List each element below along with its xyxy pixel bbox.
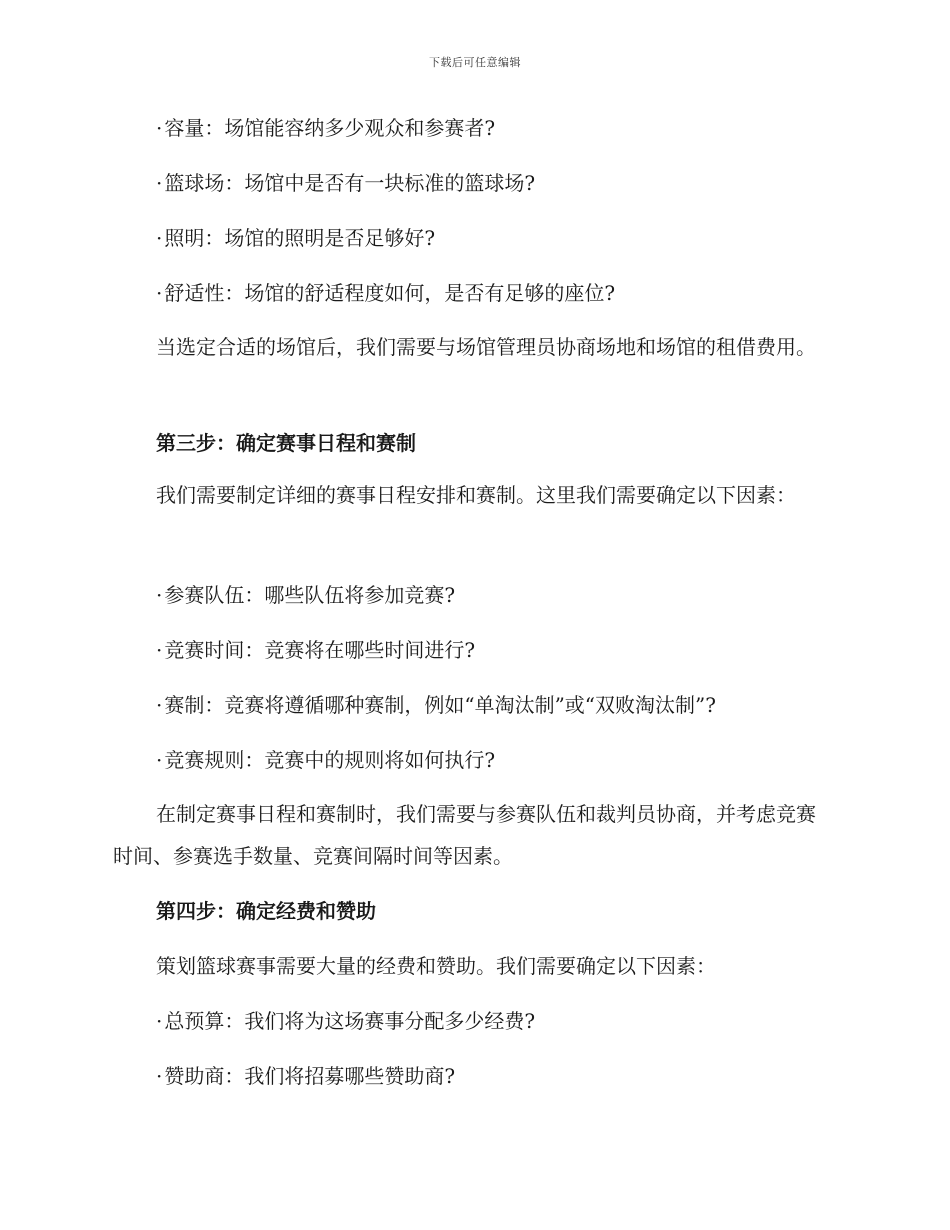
step4-heading: 第四步：确定经费和赞助 [156,899,376,923]
bullet-dot: · [156,693,163,717]
bullet-item [156,163,535,203]
bullet-dot: · [156,638,163,662]
bullet-text: 舒适性：场馆的舒适程度如何，是否有足够的座位? [164,281,616,305]
bullet-item [156,685,716,725]
bullet-item [156,1001,535,1041]
bullet-item [156,273,615,313]
step3-heading: 第三步：确定赛事日程和赛制 [156,431,416,455]
bullet-dot: · [156,116,163,140]
bullet-text: 照明：场馆的照明是否足够好? [164,226,436,250]
bullet-text: 篮球场：场馆中是否有一块标准的篮球场? [164,171,536,195]
bullet-item [156,1056,455,1096]
step3-intro: 我们需要制定详细的赛事日程安排和赛制。这里我们需要确定以下因素： [156,483,796,507]
bullet-dot: · [156,583,163,607]
bullet-item [156,740,495,780]
bullet-dot: · [156,1009,163,1033]
bullet-text: 竞赛规则：竞赛中的规则将如何执行? [164,748,496,772]
bullet-text: 总预算：我们将为这场赛事分配多少经费? [164,1009,536,1033]
bullet-text: 参赛队伍：哪些队伍将参加竞赛? [164,583,456,607]
bullet-text: 赞助商：我们将招募哪些赞助商? [164,1064,456,1088]
bullet-dot: · [156,1064,163,1088]
step3-paragraph: 在制定赛事日程和赛制时，我们需要与参赛队伍和裁判员协商，并考虑竞赛时间、参赛选手数量、竞赛间隔时间等因素。 [113,802,816,868]
bullet-dot: · [156,171,163,195]
bullet-item [156,575,455,615]
step4-intro: 策划篮球赛事需要大量的经费和赞助。我们需要确定以下因素： [156,954,716,978]
bullet-text: 赛制：竞赛将遵循哪种赛制，例如“单淘汰制”或“双败淘汰制”? [164,693,716,717]
header-note: 下载后可任意编辑 [429,56,521,69]
bullet-text: 竞赛时间：竞赛将在哪些时间进行? [164,638,476,662]
bullet-dot: · [156,281,163,305]
bullet-item [156,630,475,670]
bullet-text: 容量：场馆能容纳多少观众和参赛者? [164,116,496,140]
bullet-dot: · [156,748,163,772]
bullet-dot: · [156,226,163,250]
bullet-item [156,108,495,148]
venue-paragraph: 当选定合适的场馆后，我们需要与场馆管理员协商场地和场馆的租借费用。 [156,335,816,359]
bullet-item [156,218,435,258]
